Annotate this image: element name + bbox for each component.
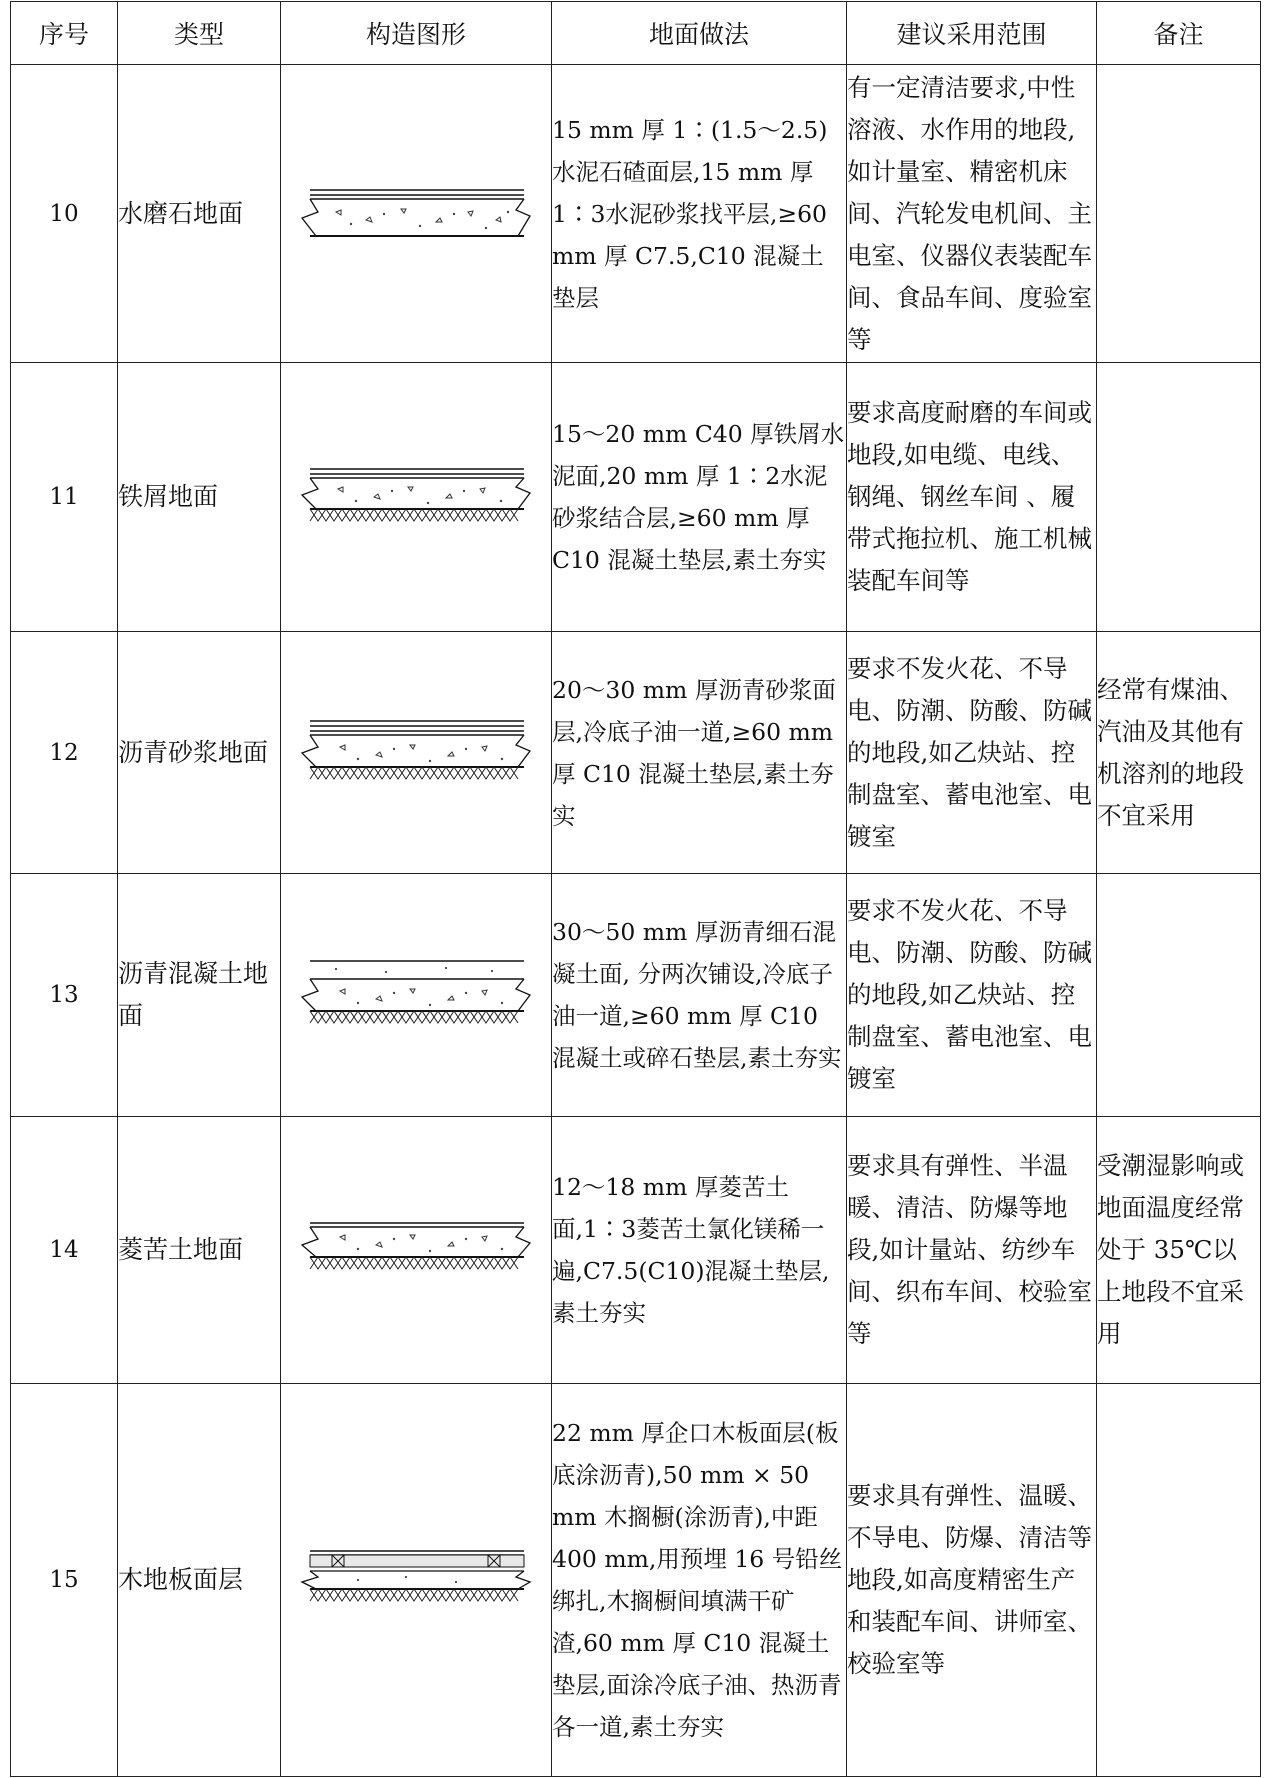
row-note: 受潮湿影响或地面温度经常处于 35℃以上地段不宜采用 (1097, 1117, 1261, 1384)
row-type: 木地板面层 (118, 1384, 281, 1777)
row-method: 30～50 mm 厚沥青细石混凝土面, 分两次铺设,冷底子油一道,≥60 mm 厚 C10 混凝土或碎石垫层,素土夯实 (552, 874, 847, 1117)
header-method: 地面做法 (552, 2, 847, 65)
header-type: 类型 (118, 2, 281, 65)
asphalt-concrete-floor-section-icon (296, 957, 536, 1033)
row-note (1097, 363, 1261, 632)
row-scope: 有一定清洁要求,中性溶液、水作用的地段,如计量室、精密机床间、汽轮发电机间、主电室、仪器仪表装配车间、食品车间、度验室等 (847, 65, 1097, 363)
header-seq: 序号 (11, 2, 118, 65)
row-figure (281, 363, 552, 632)
header-scope: 建议采用范围 (847, 2, 1097, 65)
row-scope: 要求不发火花、不导电、防潮、防酸、防碱的地段,如乙炔站、控制盘室、蓄电池室、电镀室 (847, 632, 1097, 874)
row-note: 经常有煤油、汽油及其他有机溶剂的地段不宜采用 (1097, 632, 1261, 874)
table-row (11, 65, 1261, 363)
asphalt-mortar-floor-section-icon (296, 717, 536, 789)
row-figure (281, 1117, 552, 1384)
row-scope: 要求具有弹性、半温暖、清洁、防爆等地段,如计量站、纺纱车间、织布车间、校验室等 (847, 1117, 1097, 1384)
floor-construction-table (10, 1, 1261, 1777)
row-type: 菱苦土地面 (118, 1117, 281, 1384)
terrazzo-floor-section-icon (296, 184, 536, 244)
row-note (1097, 65, 1261, 363)
table-row (11, 1384, 1261, 1777)
row-method: 15 mm 厚 1∶(1.5～2.5) 水泥石碴面层,15 mm 厚 1∶3水泥砂浆找平层,≥60 mm 厚 C7.5,C10 混凝土垫层 (552, 65, 847, 363)
header-note: 备注 (1097, 2, 1261, 65)
row-seq: 15 (11, 1384, 118, 1777)
row-type: 铁屑地面 (118, 363, 281, 632)
row-figure (281, 1384, 552, 1777)
wood-floor-section-icon (296, 1547, 536, 1613)
header-figure: 构造图形 (281, 2, 552, 65)
row-figure (281, 632, 552, 874)
row-method: 12～18 mm 厚菱苦土面,1∶3菱苦土氯化镁稀一遍,C7.5(C10)混凝土垫层,素土夯实 (552, 1117, 847, 1384)
row-figure (281, 874, 552, 1117)
table-row (11, 874, 1261, 1117)
table-row (11, 363, 1261, 632)
row-type: 水磨石地面 (118, 65, 281, 363)
row-method: 22 mm 厚企口木板面层(板底涂沥青),50 mm × 50 mm 木搁橱(涂沥青),中距 400 mm,用预埋 16 号铅丝绑扎,木搁橱间填满干矿渣,60 mm 厚 C10 混凝土垫层,面涂冷底子油、热沥青各一道,素土夯实 (552, 1384, 847, 1777)
row-seq: 10 (11, 65, 118, 363)
row-method: 15～20 mm C40 厚铁屑水泥面,20 mm 厚 1∶2水泥砂浆结合层,≥60 mm 厚 C10 混凝土垫层,素土夯实 (552, 363, 847, 632)
row-scope: 要求高度耐磨的车间或地段,如电缆、电线、钢绳、钢丝车间 、履带式拖拉机、施工机械装配车间等 (847, 363, 1097, 632)
magnesite-floor-section-icon (296, 1219, 536, 1281)
row-figure (281, 65, 552, 363)
row-scope: 要求不发火花、不导电、防潮、防酸、防碱的地段,如乙炔站、控制盘室、蓄电池室、电镀室 (847, 874, 1097, 1117)
row-seq: 14 (11, 1117, 118, 1384)
row-seq: 11 (11, 363, 118, 632)
row-type: 沥青混凝土地面 (118, 874, 281, 1117)
row-seq: 12 (11, 632, 118, 874)
row-type: 沥青砂浆地面 (118, 632, 281, 874)
row-note (1097, 1384, 1261, 1777)
row-method: 20～30 mm 厚沥青砂浆面层,冷底子油一道,≥60 mm 厚 C10 混凝土垫层,素土夯实 (552, 632, 847, 874)
row-scope: 要求具有弹性、温暖、不导电、防爆、清洁等地段,如高度精密生产和装配车间、讲师室、校验室等 (847, 1384, 1097, 1777)
header-row (11, 2, 1261, 65)
iron-filings-floor-section-icon (296, 465, 536, 529)
table-row (11, 1117, 1261, 1384)
row-note (1097, 874, 1261, 1117)
table-row (11, 632, 1261, 874)
row-seq: 13 (11, 874, 118, 1117)
